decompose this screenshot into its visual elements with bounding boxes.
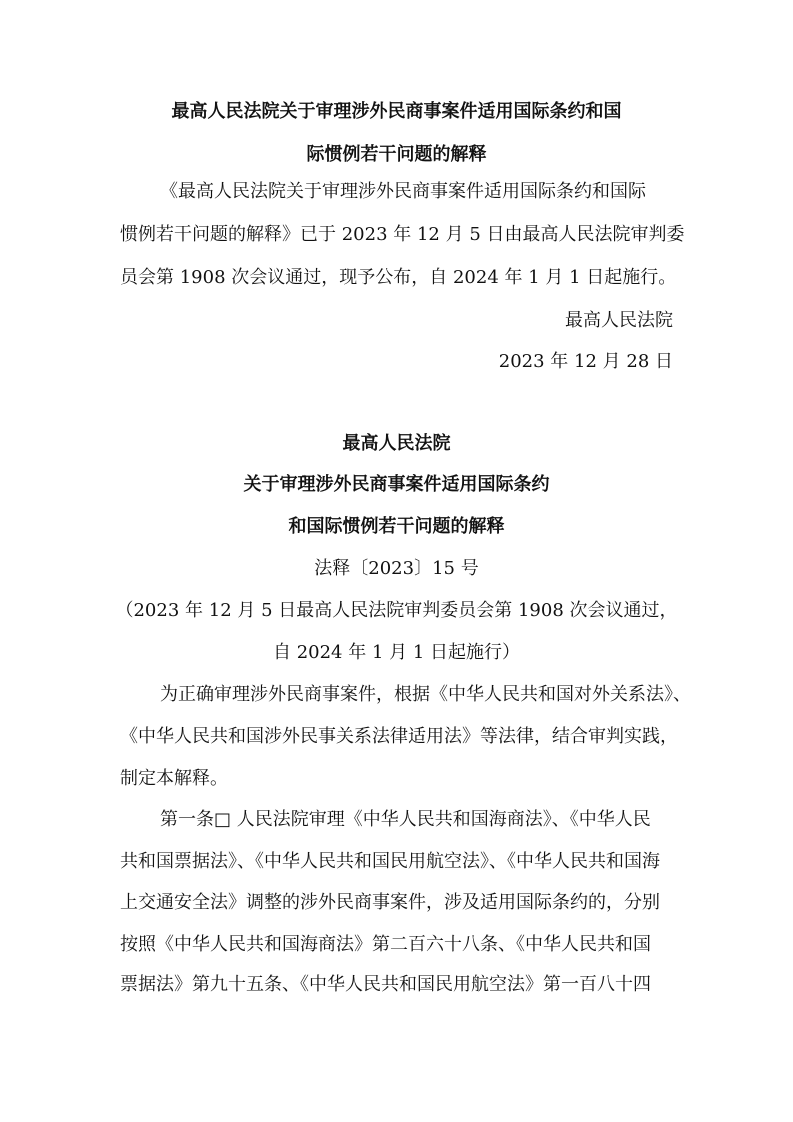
heading-title-line-2: 和国际惯例若干问题的解释 bbox=[288, 516, 505, 537]
heading-issuer: 最高人民法院 bbox=[342, 433, 451, 454]
announcement-line-1: 《最高人民法院关于审理涉外民商事案件适用国际条约和国际 bbox=[160, 181, 646, 202]
announcement-line-2: 惯例若干问题的解释》已于 2023 年 12 月 5 日由最高人民法院审判委 bbox=[120, 224, 685, 245]
preamble-line-3: 制定本解释。 bbox=[120, 768, 228, 789]
article-1-line-4: 按照《中华人民共和国海商法》第二百六十八条、《中华人民共和国 bbox=[120, 934, 651, 955]
article-1-line-1: 第一条□ 人民法院审理《中华人民共和国海商法》、《中华人民 bbox=[160, 809, 651, 830]
preamble-line-1: 为正确审理涉外民商事案件，根据《中华人民共和国对外关系法》、 bbox=[160, 684, 691, 705]
document-title-line-1: 最高人民法院关于审理涉外民商事案件适用国际条约和国 bbox=[171, 101, 622, 122]
adoption-note-line-1: （2023 年 12 月 5 日最高人民法院审判委员会第 1908 次会议通过， bbox=[115, 600, 678, 621]
issue-date: 2023 年 12 月 28 日 bbox=[498, 351, 673, 372]
heading-title-line-1: 关于审理涉外民商事案件适用国际条约 bbox=[243, 474, 550, 495]
preamble-line-2: 《中华人民共和国涉外民事关系法律适用法》等法律，结合审判实践， bbox=[120, 726, 678, 747]
document-number: 法释〔2023〕15 号 bbox=[314, 558, 479, 579]
document-title-line-2: 际惯例若干问题的解释 bbox=[306, 144, 487, 165]
adoption-note-line-2: 自 2024 年 1 月 1 日起施行） bbox=[272, 642, 521, 663]
article-1-line-5: 票据法》第九十五条、《中华人民共和国民用航空法》第一百八十四 bbox=[120, 974, 651, 995]
article-1-line-2: 共和国票据法》、《中华人民共和国民用航空法》、《中华人民共和国海 bbox=[120, 851, 660, 872]
issuer-signature: 最高人民法院 bbox=[565, 310, 673, 331]
announcement-line-3: 员会第 1908 次会议通过，现予公布，自 2024 年 1 月 1 日起施行。 bbox=[120, 267, 677, 288]
article-1-line-3: 上交通安全法》调整的涉外民商事案件，涉及适用国际条约的，分别 bbox=[120, 892, 660, 913]
